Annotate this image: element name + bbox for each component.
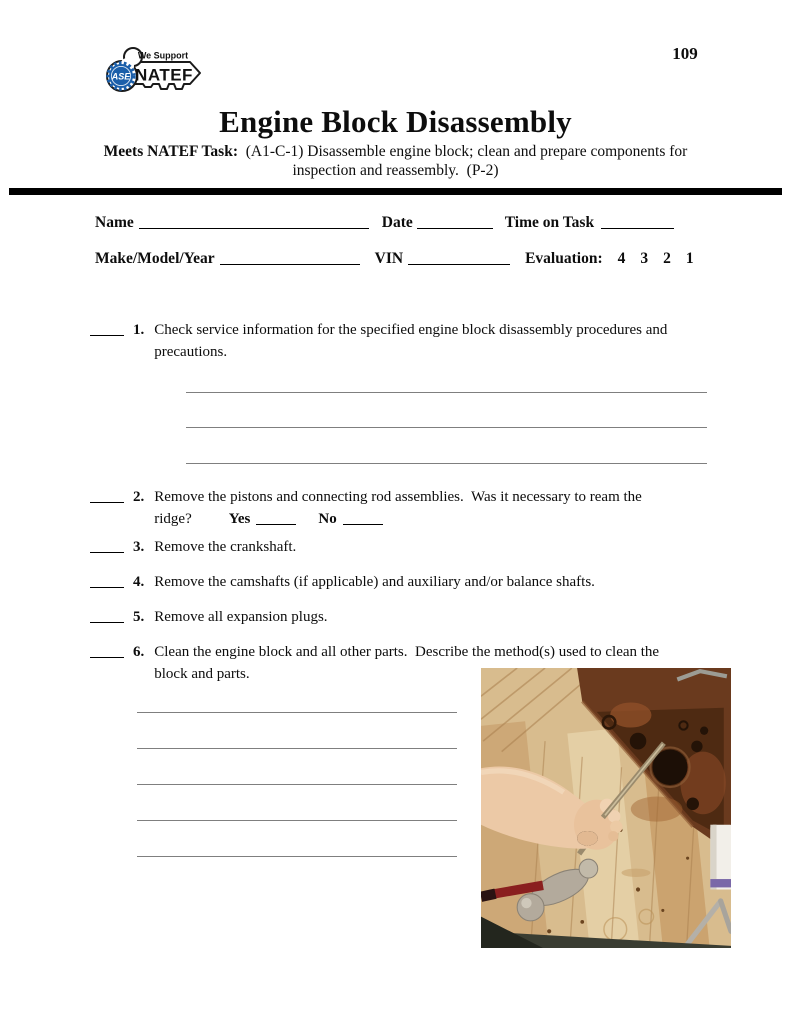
evaluation-label: Evaluation:	[525, 250, 603, 267]
check-blank	[90, 500, 124, 503]
answer-line	[137, 748, 457, 749]
form-row-vehicle	[95, 250, 694, 268]
task-text: Remove all expansion plugs.	[154, 609, 328, 625]
vin-blank	[408, 262, 510, 265]
natef-key-logo	[100, 44, 210, 102]
task-number: 3.	[133, 539, 145, 555]
natef-task-label: Meets NATEF Task:	[103, 143, 238, 160]
check-blank	[90, 550, 124, 553]
task-item-3	[90, 536, 296, 558]
task-text: Remove the camshafts (if applicable) and auxiliary and/or balance shafts.	[154, 574, 595, 590]
yes-label: Yes	[228, 511, 251, 527]
task-item-2	[90, 486, 642, 530]
answer-line	[137, 820, 457, 821]
task-number: 6.	[133, 644, 145, 660]
task-text: Remove the pistons and connecting rod assemblies. Was it necessary to ream the ridge? Yes No	[154, 489, 642, 527]
name-blank	[139, 226, 369, 229]
task-number: 1.	[133, 322, 145, 338]
answer-line	[137, 784, 457, 785]
page-title: Engine Block Disassembly	[219, 104, 572, 139]
logo-org-text: NATEF	[135, 65, 193, 85]
answer-line	[137, 856, 457, 857]
task-item-4	[90, 571, 595, 593]
logo-support-text: We Support	[137, 50, 189, 61]
answer-line	[186, 463, 707, 464]
check-blank	[90, 333, 124, 336]
header-divider	[9, 188, 782, 195]
natef-task-line1: Meets NATEF Task: (A1-C-1) Disassemble engine block; clean and prepare components for	[103, 143, 688, 160]
key-icon	[100, 44, 210, 102]
task-number: 2.	[133, 489, 145, 505]
ase-gear-icon	[108, 63, 134, 89]
task-text: Clean the engine block and all other parts. Describe the method(s) used to clean the block and parts.	[154, 644, 660, 682]
task-number: 5.	[133, 609, 145, 625]
eval-option-3: 3	[640, 250, 649, 267]
ase-logo-text: ASE	[111, 71, 131, 82]
check-blank	[90, 585, 124, 588]
time-on-task-label: Time on Task	[504, 214, 595, 231]
make-model-year-blank	[220, 262, 360, 265]
task-item-5	[90, 606, 328, 628]
form-row-name-date	[95, 214, 674, 232]
task-text: Check service information for the specified engine block disassembly procedures and precautions.	[154, 322, 668, 360]
time-on-task-blank	[601, 226, 674, 229]
page-number: 109	[672, 44, 698, 63]
task-text: Remove the crankshaft.	[154, 539, 297, 555]
task-number: 4.	[133, 574, 145, 590]
yes-blank	[256, 522, 296, 525]
natef-task-line2: inspection and reassembly. (P-2)	[292, 162, 499, 179]
check-blank	[90, 655, 124, 658]
engine-block-photo	[481, 668, 731, 948]
answer-line	[186, 392, 707, 393]
task-item-1	[90, 319, 667, 363]
date-label: Date	[381, 214, 413, 231]
photo-illustration	[481, 668, 731, 948]
eval-option-2: 2	[663, 250, 671, 267]
vin-label: VIN	[374, 250, 404, 267]
make-model-year-label: Make/Model/Year	[95, 250, 215, 267]
answer-line	[186, 427, 707, 428]
name-label: Name	[95, 214, 134, 231]
no-label: No	[318, 511, 337, 527]
date-blank	[417, 226, 493, 229]
eval-option-1: 1	[685, 250, 694, 267]
check-blank	[90, 620, 124, 623]
answer-line	[137, 712, 457, 713]
eval-option-4: 4	[617, 250, 626, 267]
no-blank	[343, 522, 383, 525]
